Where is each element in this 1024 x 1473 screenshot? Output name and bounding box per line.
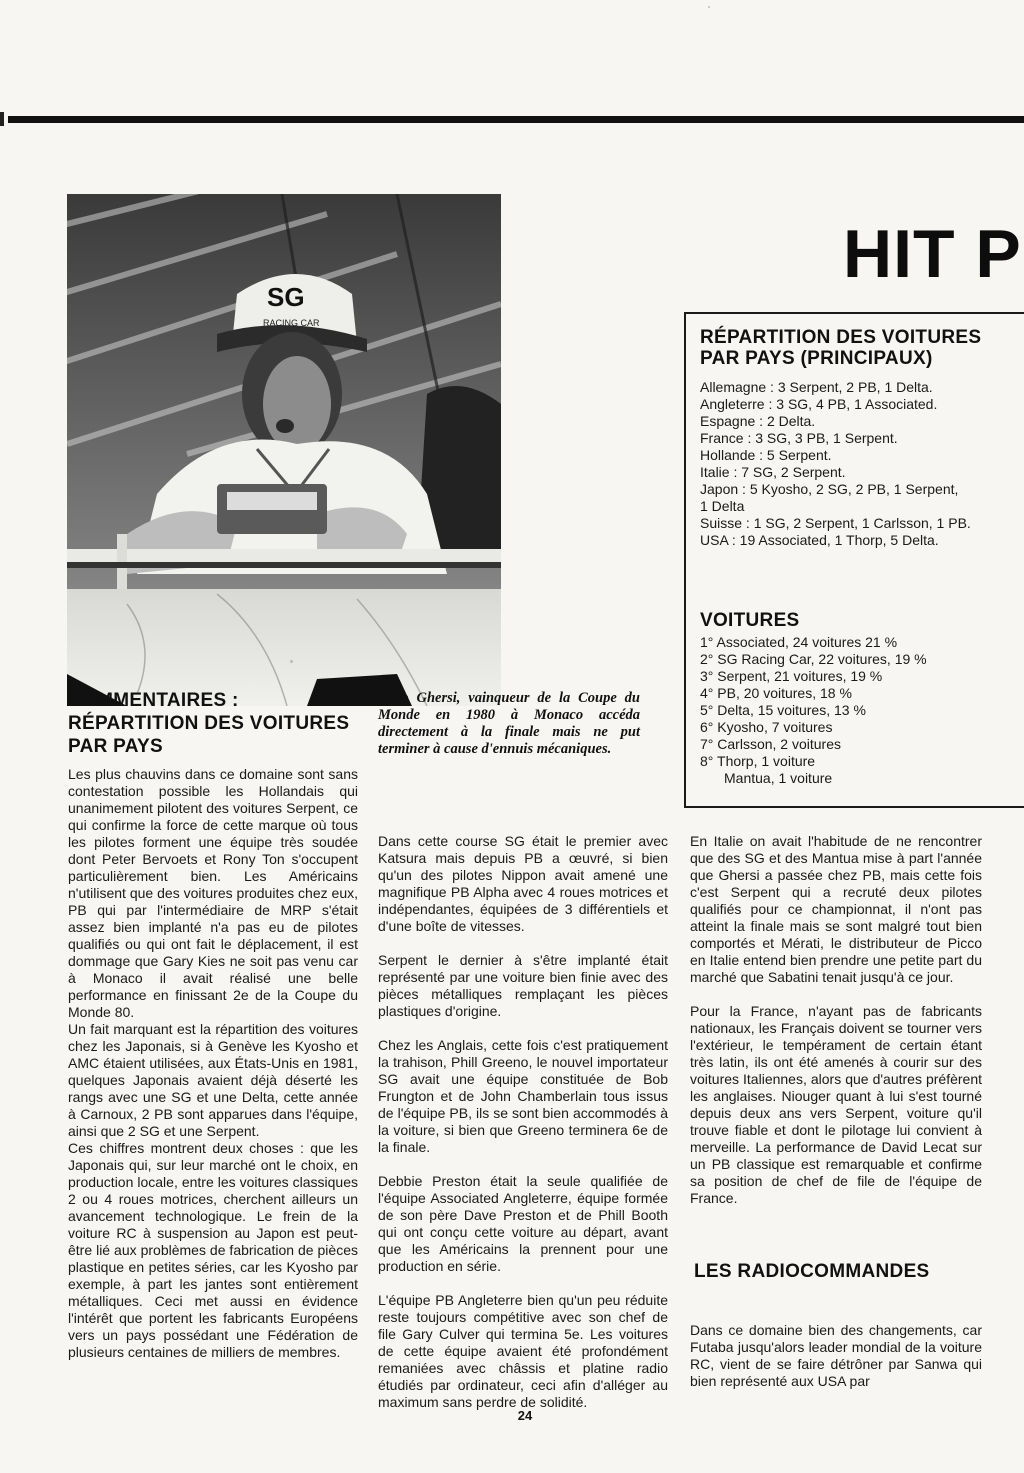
page-title: HIT P	[843, 216, 1022, 292]
print-speck	[290, 660, 293, 663]
country-line: Espagne : 2 Delta.	[700, 413, 816, 429]
ranking-line: 5° Delta, 15 voitures, 13 %	[700, 702, 866, 718]
commentaires-paragraph: Un fait marquant est la répartition des voitures chez les Japonais, si à Genève les Kyosho et AMC étaient utilisées, aux États-Unis en 1981, quelques Japonais avaient déjà déserté les rangs avec une SG et une Delta, cette année à Carnoux, 2 PB sont apparues dans l'équipe, ainsi que 2 SG et une Serpent.	[68, 1021, 358, 1139]
right-column	[690, 833, 982, 1207]
radiocommandes-paragraph: Dans ce domaine bien des changements, car Futaba jusqu'alors leader mondial de la voiture RC, vient de se faire détrôner par Sanwa qui bien représenté aux USA par	[690, 1322, 982, 1389]
country-line: Hollande : 5 Serpent.	[700, 447, 832, 463]
margin-mark	[0, 112, 4, 126]
country-line: Japon : 5 Kyosho, 2 SG, 2 PB, 1 Serpent,	[700, 481, 959, 497]
photo-julio-ghersi	[67, 194, 501, 706]
middle-column	[378, 833, 668, 1411]
right-paragraph: En Italie on avait l'habitude de ne rencontrer que des SG et des Mantua mise à part l'année que Ghersi a passée chez PB, mais cette fois c'est Serpent qui a recruté deux pilotes qualifiés pour ce championnat, il n'ont pas atteint la finale mais se sont malgré tout bien comportés et Mérati, le distributeur de Picco en Italie entend bien prendre une petite part du marché que Sabatini tenait jusqu'à ce jour.	[690, 833, 982, 985]
ranking-line: 4° PB, 20 voitures, 18 %	[700, 685, 852, 701]
ranking-line: 7° Carlsson, 2 voitures	[700, 736, 841, 752]
middle-paragraph: Dans cette course SG était le premier avec Katsura mais depuis PB a œuvré, si bien qu'un des pilotes Nippon avait amené une magnifique PB Alpha avec 4 roues motrices et indépendantes, équipées de 3 différentiels et d'une boîte de vitesses.	[378, 833, 668, 934]
commentaires-title-line-3: PAR PAYS	[68, 736, 163, 757]
commentaires-title-line-1: COMMENTAIRES :	[68, 690, 239, 711]
voitures-title: VOITURES	[700, 610, 800, 631]
ranking-line: 6° Kyosho, 7 voitures	[700, 719, 833, 735]
commentaires-paragraph: Les plus chauvins dans ce domaine sont sans contestation possible les Hollandais qui unanimement pilotent des voitures Serpent, ce qui confirme la force de cette marque où tous les pilotes forment une équipe très soudée dont Peter Bervoets et Rony Ton s'occupent particulièrement bien. Les Américains n'utilisent que des voitures produites chez eux, PB qui par l'intermédiaire de MRP s'était assez bien implanté n'a pas eu de pilotes qualifiés ou qui ont fait le déplacement, il est dommage que Gary Kies ne soit pas venu car à Monaco il avait réalisé une belle performance en finissant 2e de la Coupe du Monde 80.	[68, 766, 358, 1020]
country-line: 1 Delta	[700, 498, 745, 514]
radiocommandes-body	[690, 1322, 982, 1390]
header-rule	[8, 116, 1024, 123]
repartition-title-line-1: RÉPARTITION DES VOITURES	[700, 327, 982, 348]
ranking-line-extra: Mantua, 1 voiture	[724, 770, 833, 786]
photo-caption: Julio Ghersi, vainqueur de la Coupe du Monde en 1980 à Monaco accéda directement à la finale mais ne put terminer à cause d'ennuis mécaniques.	[378, 690, 640, 757]
repartition-box	[684, 312, 1024, 556]
page-number: 24	[517, 1408, 533, 1423]
ranking-line: 8° Thorp, 1 voiture	[700, 753, 816, 769]
ranking-line: 1° Associated, 24 voitures 21 %	[700, 634, 898, 650]
country-line: Suisse : 1 SG, 2 Serpent, 1 Carlsson, 1 PB.	[700, 515, 971, 531]
commentaires-body	[68, 766, 358, 1361]
right-paragraph: Pour la France, n'ayant pas de fabricants nationaux, les Français doivent se tourner vers l'extérieur, le tempérament de certain étant très latin, ils ont été amenés à courir sur des voitures Italiennes, alors que d'autres préfèrent les anglaises. Niouger quant à lui s'est tourné depuis deux ans vers Serpent, voiture qu'il trouve fiable et dont le pilotage lui convient à merveille. La performance de David Lecat sur un PB classique est remarquable et confirme sa position de chef de file de l'équipe de France.	[690, 1003, 982, 1206]
country-line: USA : 19 Associated, 1 Thorp, 5 Delta.	[700, 532, 939, 548]
middle-paragraph: L'équipe PB Angleterre bien qu'un peu réduite reste toujours compétitive avec son chef de file Gary Culver qui termina 5e. Les voitures de cette équipe avaient été profondément remaniées avec châssis et platine radio étudiés par ordinateur, ceci afin d'alléger au maximum sans perdre de solidité.	[378, 1292, 668, 1410]
repartition-list	[700, 379, 1016, 549]
country-line: France : 3 SG, 3 PB, 1 Serpent.	[700, 430, 898, 446]
radiocommandes-title: LES RADIOCOMMANDES	[694, 1261, 930, 1282]
ranking-line: 2° SG Racing Car, 22 voitures, 19 %	[700, 651, 927, 667]
country-line: Angleterre : 3 SG, 4 PB, 1 Associated.	[700, 396, 938, 412]
print-speck	[708, 6, 710, 8]
country-line: Italie : 7 SG, 2 Serpent.	[700, 464, 846, 480]
repartition-title-line-2: PAR PAYS (PRINCIPAUX)	[700, 348, 933, 369]
country-line: Allemagne : 3 Serpent, 2 PB, 1 Delta.	[700, 379, 933, 395]
commentaires-paragraph: Ces chiffres montrent deux choses : que les Japonais qui, sur leur marché ont le choix, en production locale, entre les voitures classiques 2 ou 4 roues motrices, cherchent ailleurs un avancement technologique. Le frein de la voiture RC à suspension au Japon est peut-être lié aux problèmes de fabrication de pièces plastique en petites séries, car les Kyosho par exemple, à part les jantes sont entièrement métalliques. Ceci met aussi en évidence l'intérêt que portent les fabricants Européens vers un pays possédant une Fédération de plusieurs centaines de milliers de membres.	[68, 1140, 358, 1360]
commentaires-title-line-2: RÉPARTITION DES VOITURES	[68, 713, 350, 734]
middle-paragraph: Serpent le dernier à s'être implanté était représenté par une voiture bien finie avec des pièces métalliques remplaçant les pièces plastiques d'origine.	[378, 952, 668, 1019]
middle-paragraph: Chez les Anglais, cette fois c'est pratiquement la trahison, Phill Greeno, le nouvel importateur SG avait une équipe constituée de Bob Frungton et de John Chamberlain tous issus de l'équipe PB, ils se sont bien accommodés à la voiture, si bien que Greeno terminera 6e de la finale.	[378, 1037, 668, 1155]
ranking-line: 3° Serpent, 21 voitures, 19 %	[700, 668, 883, 684]
voitures-box	[684, 554, 1024, 808]
cap-subtext: RACING CAR	[263, 318, 320, 328]
cap-logo: SG	[267, 282, 305, 312]
voitures-ranking-list	[700, 634, 1016, 787]
middle-paragraph: Debbie Preston était la seule qualifiée de l'équipe Associated Angleterre, équipe formée de son père Dave Preston et de Phill Booth qui ont conçu cette voiture au départ, avant que les Américains la prennent pour une production en série.	[378, 1173, 668, 1274]
